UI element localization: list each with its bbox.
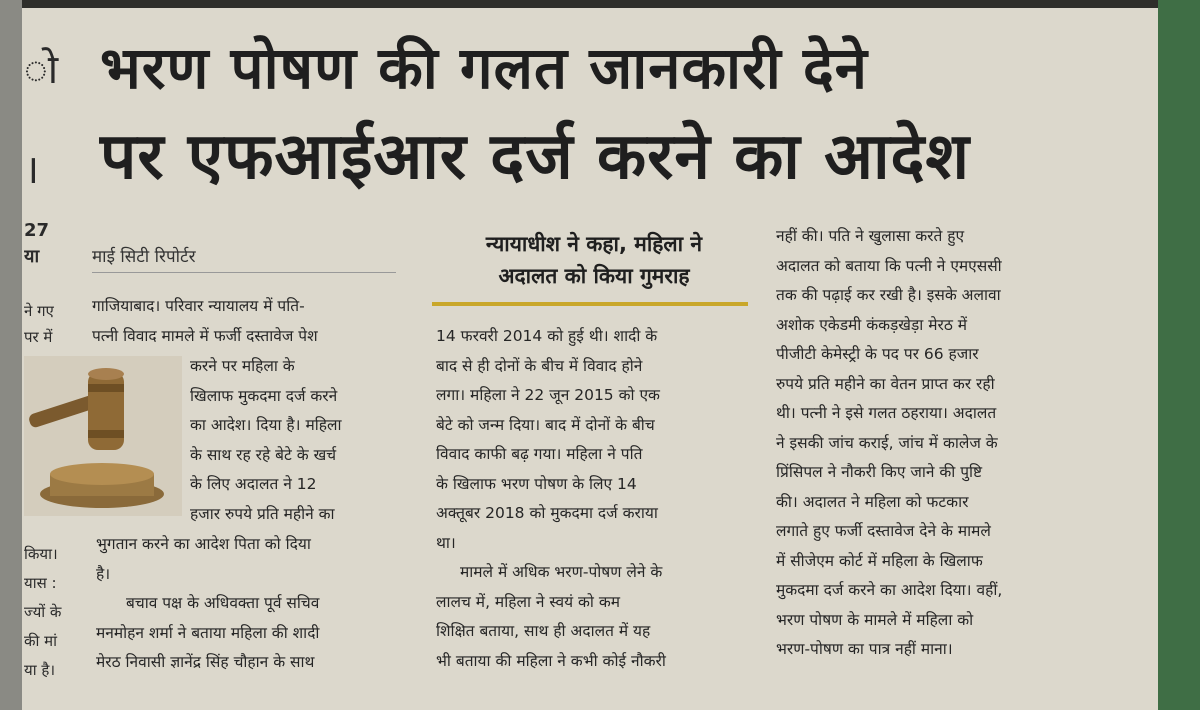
byline-divider [92,272,396,273]
text-line: में सीजेएम कोर्ट में महिला के खिलाफ [776,551,983,570]
column-1-intro [92,292,402,351]
text-line: भी बताया की महिला ने कभी कोई नौकरी [436,651,666,670]
left-fragment-line: ने गए [24,302,54,320]
text-line: के खिलाफ भरण पोषण के लिए 14 [436,474,637,493]
text-line: करने पर महिला के [190,357,295,375]
adjacent-page-edge [0,0,22,710]
text-line: नहीं की। पति ने खुलासा करते हुए [776,227,965,245]
text-line: मामले में अधिक भरण-पोषण लेने के [460,563,663,581]
text-line: बाद से ही दोनों के बीच में विवाद होने [436,356,643,375]
text-line: थी। पत्नी ने इसे गलत ठहराया। अदालत [776,404,997,422]
byline: माई सिटी रिपोर्टर [92,247,196,267]
left-fragment-line: । [24,147,40,193]
text-line: खिलाफ मुकदमा दर्ज करने [190,386,338,405]
left-fragment-line: ो [24,47,59,93]
text-line: गाजियाबाद। परिवार न्यायालय में पति- [92,297,305,315]
column-1-wrap [190,352,402,529]
text-line: था। [436,533,456,552]
background-surface [1158,0,1200,710]
left-fragment-line: पर में [24,328,53,346]
text-line: मेरठ निवासी ज्ञानेंद्र सिंह चौहान के साथ [96,653,315,671]
text-line: अदालत को बताया कि पत्नी ने एमएससी [776,256,1002,275]
text-line: पीजीटी केमेस्ट्री के पद पर 66 हजार [776,345,979,363]
column-1-body [96,530,402,678]
text-line: भुगतान करने का आदेश पिता को दिया [96,535,311,553]
gavel-photo [24,356,182,516]
subheading-line-2: अदालत को किया गुमराह [498,264,690,288]
left-fragment-line: की मां [24,632,58,650]
left-column-fragment-top-2 [24,140,92,200]
text-line: हजार रुपये प्रति महीने का [190,504,335,523]
left-fragment-line: 27 [24,220,50,241]
text-line: लगाते हुए फर्जी दस्तावेज देने के मामले [776,522,991,540]
text-line: रुपये प्रति महीने का वेतन प्राप्त कर रही [776,374,995,393]
column-2-body [436,322,756,676]
text-line: विवाद काफी बढ़ गया। महिला ने पति [436,445,643,463]
text-line: अक्तूबर 2018 को मुकदमा दर्ज कराया [436,504,658,522]
left-fragment-line: किया। [24,545,58,563]
text-line: के साथ रह रहे बेटे के खर्च [190,445,337,464]
text-line: ने इसकी जांच कराई, जांच में कालेज के [776,433,998,452]
text-line: लगा। महिला ने 22 जून 2015 को एक [436,386,660,404]
left-fragment-line: ज्यों के [24,603,62,621]
gavel-icon [24,356,182,516]
left-fragment-line: या [24,246,40,267]
text-line: 14 फरवरी 2014 को हुई थी। शादी के [436,327,658,345]
text-line: भरण-पोषण का पात्र नहीं माना। [776,640,953,658]
text-line: शिक्षित बताया, साथ ही अदालत में यह [436,622,651,640]
text-line: भरण पोषण के मामले में महिला को [776,610,974,629]
subheading [444,228,744,292]
text-line: लालच में, महिला ने स्वयं को कम [436,592,621,611]
text-line: अशोक एकेडमी कंकड़खेड़ा मेरठ में [776,315,968,334]
headline-line-2: पर एफआईआर दर्ज करने का आदेश [100,120,971,194]
text-line: है। [96,564,111,583]
text-line: बेटे को जन्म दिया। बाद में दोनों के बीच [436,415,655,434]
text-line: मुकदमा दर्ज करने का आदेश दिया। वहीं, [776,581,1003,599]
text-line: पत्नी विवाद मामले में फर्जी दस्तावेज पेश [92,326,318,345]
left-fragment-line: या है। [24,661,56,679]
headline-line-1: भरण पोषण की गलत जानकारी देने [100,34,868,102]
text-line: के लिए अदालत ने 12 [190,475,317,493]
subheading-line-1: न्यायाधीश ने कहा, महिला ने [485,232,703,256]
text-line: बचाव पक्ष के अधिवक्ता पूर्व सचिव [126,594,320,612]
left-fragment-line: यास : [24,574,57,592]
text-line: का आदेश। दिया है। महिला [190,416,342,434]
left-column-fragment-top [24,40,92,100]
text-line: प्रिंसिपल ने नौकरी किए जाने की पुष्टि [776,463,983,481]
left-column-fragment-bottom [24,540,92,685]
left-column-fragment-mid [24,218,92,270]
subheading-underline [432,302,748,306]
text-line: तक की पढ़ाई कर रखी है। इसके अलावा [776,286,1001,304]
column-3-body [776,222,1144,665]
text-line: की। अदालत ने महिला को फटकार [776,492,969,511]
left-column-fragment-mid-2 [24,298,92,350]
text-line: मनमोहन शर्मा ने बताया महिला की शादी [96,623,320,642]
